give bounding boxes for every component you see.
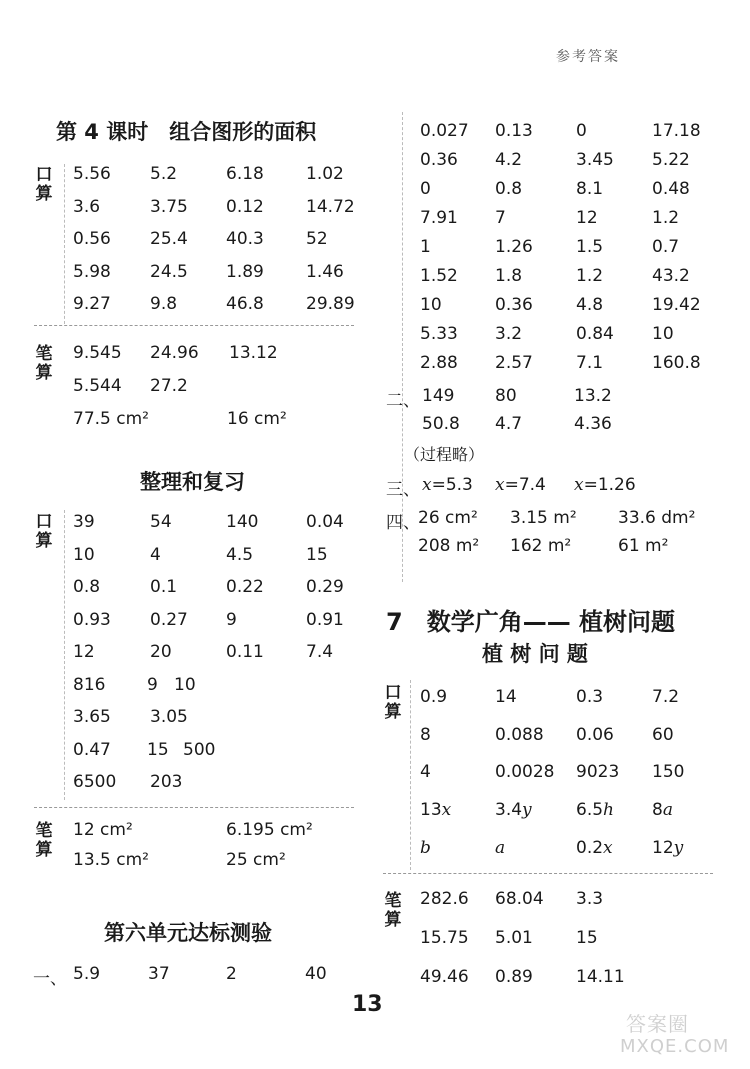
process-omitted-note: （过程略） xyxy=(404,445,485,464)
divider xyxy=(64,510,65,800)
answer-value: 0.56 xyxy=(73,229,111,249)
answer-value xyxy=(652,838,683,858)
answer-value: 13.12 xyxy=(229,343,278,363)
answer-value: 3.75 xyxy=(150,196,188,217)
answer-value: 0.29 xyxy=(306,577,344,597)
answer-value: 7.2 xyxy=(652,687,680,707)
divider xyxy=(410,680,411,870)
answer-value xyxy=(420,838,431,858)
answer-value: 0.36 xyxy=(420,150,458,170)
answer-value: 2.57 xyxy=(495,353,533,373)
answer-value: =7.4 xyxy=(504,475,546,495)
answer-value: 52 xyxy=(306,229,328,249)
answer-value: 6500 xyxy=(73,772,117,792)
variable: y xyxy=(522,800,532,820)
variable: a xyxy=(495,838,506,858)
answer-value: 1.26 xyxy=(495,237,533,257)
answer-value: 10 xyxy=(652,324,674,344)
answer-value: 12 xyxy=(576,208,598,228)
answer-value: 26 cm² xyxy=(418,508,478,528)
answer-value: 0.8 xyxy=(73,577,101,597)
watermark: MXQE.COM xyxy=(620,1036,730,1057)
answer-value: 1.2 xyxy=(652,208,680,228)
answer-value xyxy=(495,800,532,820)
answer-value: 0.088 xyxy=(495,724,544,745)
review-bisuan-label: 笔算 xyxy=(35,821,53,860)
answer-value: 0.13 xyxy=(495,121,533,141)
answer-value: 5.2 xyxy=(150,164,178,184)
answer-value: 0.22 xyxy=(226,577,264,597)
answer-value: 7.91 xyxy=(420,208,458,228)
answer-value: 40.3 xyxy=(226,229,264,249)
question-prefix: 四、 xyxy=(386,513,420,533)
question-prefix: 三、 xyxy=(386,480,420,500)
answer-value: 0.3 xyxy=(576,687,604,707)
answer-value: 203 xyxy=(150,772,183,792)
answer-value: 160.8 xyxy=(652,353,701,373)
coefficient: 13 xyxy=(420,800,442,820)
variable: x xyxy=(574,475,584,495)
answer-value: 13.2 xyxy=(574,386,612,406)
answer-value: =5.3 xyxy=(431,475,473,495)
answer-value: 0 xyxy=(576,121,587,141)
answer-value: 10 xyxy=(420,295,442,315)
variable: b xyxy=(420,838,431,858)
answer-value: 1.8 xyxy=(495,266,523,286)
answer-value: 5.33 xyxy=(420,324,458,344)
answer-value: 10 xyxy=(174,674,196,695)
answer-value: 33.6 dm² xyxy=(618,508,696,528)
area-value: 16 cm² xyxy=(227,409,287,429)
answer-value: 3.65 xyxy=(73,707,111,727)
answer-value: 0.84 xyxy=(576,324,614,344)
answer-value: 149 xyxy=(422,386,455,406)
answer-value xyxy=(576,800,614,820)
answer-value xyxy=(652,800,673,820)
answer-value: 24.96 xyxy=(150,343,199,363)
coefficient: 6.5 xyxy=(576,800,604,820)
answer-value: 46.8 xyxy=(226,294,264,314)
variable: a xyxy=(662,800,673,820)
answer-value: 17.18 xyxy=(652,121,701,141)
answer-value xyxy=(576,838,613,858)
answer-value: 14.11 xyxy=(576,967,625,987)
answer-value: 25.4 xyxy=(150,229,188,249)
answer-value: 60 xyxy=(652,724,674,745)
lesson4-kousuan-label: 口算 xyxy=(35,165,53,204)
answer-value: 25 cm² xyxy=(226,850,286,870)
coefficient: 8 xyxy=(652,800,663,820)
answer-value: 14 xyxy=(495,687,517,707)
answer-value: 3.05 xyxy=(150,707,188,727)
answer-value: 0.48 xyxy=(652,179,690,199)
answer-value: 9 xyxy=(147,674,158,695)
answer-value: =1.26 xyxy=(583,475,636,495)
answer-value: 1.52 xyxy=(420,266,458,286)
divider xyxy=(64,164,65,324)
answer-value: 4.2 xyxy=(495,150,523,170)
answer-value: 15 xyxy=(576,928,598,948)
answer-value: 80 xyxy=(495,386,517,406)
review-kousuan-label: 口算 xyxy=(35,512,53,551)
answer-value: 5.01 xyxy=(495,928,533,948)
divider xyxy=(34,807,354,808)
answer-value: 1.89 xyxy=(226,261,264,282)
answer-value: 20 xyxy=(150,642,172,662)
answer-value: 7.1 xyxy=(576,353,604,373)
divider xyxy=(383,873,713,874)
answer-value: 14.72 xyxy=(306,196,355,217)
answer-value: 7.4 xyxy=(306,642,334,662)
answer-value: 0.027 xyxy=(420,121,469,141)
coefficient: 0.2 xyxy=(576,838,604,858)
answer-value: 816 xyxy=(73,674,106,695)
answer-value: 0.36 xyxy=(495,295,533,315)
variable: x xyxy=(495,475,505,495)
answer-value: 4.8 xyxy=(576,295,604,315)
answer-value: 0.8 xyxy=(495,179,523,199)
page-header: 参考答案 xyxy=(556,49,620,65)
coefficient: 12 xyxy=(652,838,674,858)
lesson4-bisuan-label: 笔算 xyxy=(35,344,53,383)
answer-value: 68.04 xyxy=(495,889,544,909)
answer-value: 5.98 xyxy=(73,261,111,282)
answer-value: 0.12 xyxy=(226,196,264,217)
chapter7-kousuan-label: 口算 xyxy=(384,683,402,722)
answer-value: 2.88 xyxy=(420,353,458,373)
variable: x xyxy=(422,475,432,495)
answer-value: 0.27 xyxy=(150,609,188,630)
answer-value: 19.42 xyxy=(652,295,701,315)
chapter7-bisuan-label: 笔算 xyxy=(384,891,402,930)
answer-value: 0.06 xyxy=(576,724,614,745)
lesson4-title: 第 4 课时 组合图形的面积 xyxy=(56,120,317,144)
divider xyxy=(34,325,354,326)
answer-value: 9.27 xyxy=(73,294,111,314)
answer-value: 5.56 xyxy=(73,164,111,184)
answer-value: 61 m² xyxy=(618,536,669,556)
answer-value: 12 xyxy=(73,642,95,662)
answer-value: 6.18 xyxy=(226,164,264,184)
variable: x xyxy=(441,800,452,820)
area-value: 77.5 cm² xyxy=(73,409,149,429)
review-title: 整理和复习 xyxy=(140,470,245,494)
answer-value: 0.89 xyxy=(495,967,533,987)
variable: y xyxy=(673,838,684,858)
chapter7-subtitle: 植 树 问 题 xyxy=(482,642,588,666)
variable: x xyxy=(603,838,613,858)
answer-value: 10 xyxy=(73,544,95,565)
answer-value xyxy=(495,838,505,858)
answer-value: 12 cm² xyxy=(73,820,133,840)
answer-value: 9 xyxy=(226,609,237,630)
answer-value: 9.8 xyxy=(150,294,178,314)
answer-value: 162 m² xyxy=(510,536,572,556)
answer-value: 1.5 xyxy=(576,237,604,257)
answer-value: 43.2 xyxy=(652,266,690,286)
answer-value: 3.15 m² xyxy=(510,508,577,528)
answer-value: 15 xyxy=(147,739,169,760)
answer-value: 13.5 cm² xyxy=(73,850,149,870)
answer-value: 0.04 xyxy=(306,512,344,532)
answer-value: 282.6 xyxy=(420,889,469,909)
answer-value: 39 xyxy=(73,512,95,532)
answer-value: 150 xyxy=(652,762,685,782)
answer-value: 9.545 xyxy=(73,343,122,363)
answer-value: 2 xyxy=(226,964,237,984)
answer-value: 49.46 xyxy=(420,967,469,987)
answer-value: 54 xyxy=(150,512,172,532)
coefficient: 3.4 xyxy=(495,800,523,820)
answer-value: 0.7 xyxy=(652,237,680,257)
watermark: 答案圈 xyxy=(626,1012,689,1036)
answer-value: 0.0028 xyxy=(495,762,555,782)
unit6-title: 第六单元达标测验 xyxy=(104,921,272,945)
answer-value: 37 xyxy=(148,964,170,984)
answer-value: 9023 xyxy=(576,762,620,782)
answer-value: 15.75 xyxy=(420,928,469,948)
answer-value: 0.9 xyxy=(420,687,448,707)
answer-value: 27.2 xyxy=(150,376,188,396)
answer-value: 4.36 xyxy=(574,414,612,434)
answer-value: 0.11 xyxy=(226,642,264,662)
answer-value: 1 xyxy=(420,237,431,257)
answer-value: 6.195 cm² xyxy=(226,820,313,840)
answer-value: 5.544 xyxy=(73,376,122,396)
answer-value: 140 xyxy=(226,512,259,532)
answer-value: 24.5 xyxy=(150,261,188,282)
answer-value: 0.47 xyxy=(73,739,111,760)
answer-value: 208 m² xyxy=(418,536,480,556)
answer-value: 3.6 xyxy=(73,196,101,217)
chapter7-title: 7 数学广角—— 植树问题 xyxy=(386,608,676,636)
answer-value: 3.45 xyxy=(576,150,614,170)
answer-value: 15 xyxy=(306,544,328,565)
answer-value xyxy=(420,800,451,820)
answer-value: 0.93 xyxy=(73,609,111,630)
answer-value: 8.1 xyxy=(576,179,604,199)
answer-value: 3.2 xyxy=(495,324,523,344)
answer-value: 29.89 xyxy=(306,294,355,314)
answer-value: 1.46 xyxy=(306,261,344,282)
answer-value: 40 xyxy=(305,964,327,984)
answer-value: 1.02 xyxy=(306,164,344,184)
page-number: 13 xyxy=(352,992,383,1017)
answer-value: 5.22 xyxy=(652,150,690,170)
answer-value: 4.5 xyxy=(226,544,254,565)
answer-value: 0.91 xyxy=(306,609,344,630)
answer-value: 8 xyxy=(420,724,431,745)
question-prefix: 一、 xyxy=(33,969,67,989)
answer-value: 7 xyxy=(495,208,506,228)
variable: h xyxy=(603,800,614,820)
answer-value: 5.9 xyxy=(73,964,101,984)
answer-value: 4.7 xyxy=(495,414,523,434)
answer-value: 0 xyxy=(420,179,431,199)
question-prefix: 二、 xyxy=(386,391,420,411)
answer-value: 0.1 xyxy=(150,577,178,597)
answer-value: 500 xyxy=(183,739,216,760)
answer-value: 4 xyxy=(420,762,431,782)
answer-value: 3.3 xyxy=(576,889,604,909)
answer-value: 4 xyxy=(150,544,161,565)
answer-value: 50.8 xyxy=(422,414,460,434)
answer-value: 1.2 xyxy=(576,266,604,286)
